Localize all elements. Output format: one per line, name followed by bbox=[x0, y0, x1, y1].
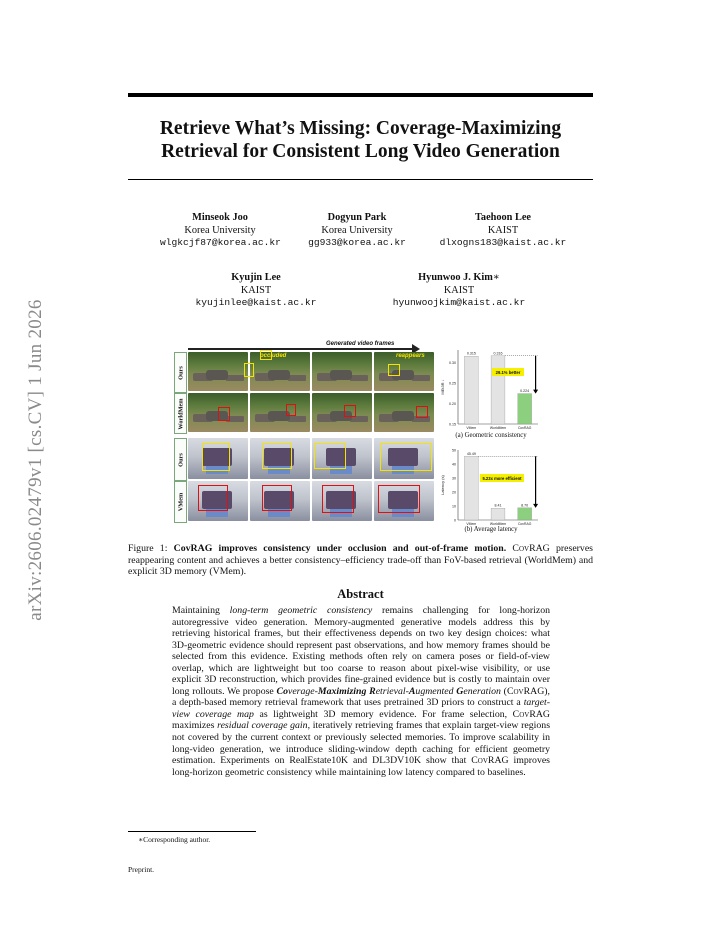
row-label-ours-2: Ours bbox=[174, 438, 187, 481]
author-name: Taehoon Lee bbox=[475, 212, 531, 223]
figure-1 bbox=[174, 342, 546, 538]
abstract-heading: Abstract bbox=[337, 587, 384, 601]
author-affiliation: Korea University bbox=[321, 224, 393, 236]
annotation-text: 29.1% better bbox=[495, 369, 521, 375]
author-affiliation: Korea University bbox=[184, 224, 256, 236]
author-2 bbox=[296, 212, 418, 250]
highlight-box bbox=[314, 443, 346, 469]
x-tick-label: WorldMem bbox=[489, 522, 507, 526]
highlight-box bbox=[260, 350, 272, 360]
highlight-box bbox=[244, 363, 254, 377]
bar bbox=[518, 508, 532, 520]
author-affiliation: KAIST bbox=[487, 224, 519, 236]
data-label: 0.224 bbox=[520, 389, 530, 394]
bar bbox=[491, 508, 505, 520]
subcaption-b: (b) Average latency bbox=[464, 526, 518, 533]
author-1 bbox=[160, 212, 280, 250]
arrow-down-icon bbox=[533, 390, 538, 394]
highlight-box bbox=[262, 485, 292, 511]
data-label: 8.41 bbox=[494, 503, 502, 508]
y-axis-label: MEt3R ↓ bbox=[440, 379, 445, 395]
author-name: Dogyun Park bbox=[327, 212, 387, 223]
author-5 bbox=[384, 272, 534, 310]
y-tick-label: 0.25 bbox=[449, 381, 456, 386]
highlight-box bbox=[198, 485, 228, 511]
highlight-box bbox=[322, 485, 354, 513]
chart-a-svg bbox=[438, 344, 544, 432]
bar bbox=[464, 456, 478, 520]
highlight-box bbox=[388, 364, 400, 376]
y-tick-label: 0.15 bbox=[449, 422, 456, 427]
y-tick-label: 50 bbox=[452, 448, 456, 453]
title-top-rule bbox=[128, 93, 593, 97]
abstract-body: Maintaining long-term geometric consistency remains challenging for long-horizon autoregressive video generation. Memory-augmented generative models address this by retrieving historical frames, but their effectiveness depends on two key design choices: what 3D-geometric evidence should represent past observations, and how memory frames should be selected from this evidence. Existing methods often rely on camera poses or field-of-view overlap, which are lightweight but too coarse to reason about pixel-wise visibility, or use explicit 3D reconstruction, which provides fine-grained evidence but is costly to maintain over long rollouts. We propose Coverage-Maximizing Retrieval-Augmented Generation (CovRAG), a depth-based memory retrieval framework that uses pretrained 3D priors to construct a target-view coverage map as lightweight 3D memory evidence. For frame selection, CovRAG maximizes residual coverage gain, iteratively retrieving frames that explain target-view regions not covered by the current context or previously selected memories. To improve scalability in long-video generation, we introduce sliding-window depth caching for efficient geometry estimation. Experiments on RealEstate10K and DL3DV10K show that CovRAG improves long-horizon geometric consistency while maintaining low latency compared to baselines. bbox=[172, 605, 551, 778]
chart-geometric-consistency bbox=[438, 344, 544, 442]
x-tick-label: VMem bbox=[466, 426, 477, 430]
footnote-rule bbox=[128, 831, 256, 832]
subcaption-a: (a) Geometric consistency bbox=[455, 432, 527, 439]
frame-ours-4 bbox=[374, 352, 434, 391]
occluded-tag: occluded bbox=[260, 353, 287, 359]
data-label: 45.49 bbox=[466, 451, 476, 456]
y-tick-label: 10 bbox=[452, 504, 456, 509]
author-3 bbox=[432, 212, 574, 250]
highlight-box bbox=[262, 443, 292, 469]
author-email[interactable]: hyunwoojkim@kaist.ac.kr bbox=[392, 297, 526, 308]
y-axis-label: Latency (s) bbox=[440, 475, 445, 495]
x-tick-label: CovRAG bbox=[517, 426, 532, 430]
arxiv-sidebar bbox=[22, 270, 50, 650]
x-tick-label: CovRAG bbox=[517, 522, 532, 526]
preprint-label: Preprint. bbox=[128, 865, 155, 874]
bar bbox=[491, 356, 505, 424]
frame-ours-2 bbox=[250, 352, 310, 391]
title-line-1: Retrieve What’s Missing: Coverage-Maximizing bbox=[159, 118, 562, 139]
data-label: 8.70 bbox=[521, 503, 529, 508]
bar bbox=[518, 394, 532, 424]
author-affiliation: KAIST bbox=[443, 284, 475, 296]
y-tick-label: 0.30 bbox=[449, 360, 456, 365]
highlight-box bbox=[378, 485, 420, 513]
author-mark: ∗ bbox=[492, 272, 500, 283]
row-label-worldmem: WorldMem bbox=[174, 393, 187, 434]
x-tick-label: VMem bbox=[466, 522, 477, 526]
data-label: 0.315 bbox=[466, 351, 476, 356]
author-email[interactable]: kyujinlee@kaist.ac.kr bbox=[195, 297, 317, 308]
timeline-arrow bbox=[188, 348, 412, 350]
generated-frames-label: Generated video frames bbox=[326, 341, 395, 347]
author-email[interactable]: dlxogns183@kaist.ac.kr bbox=[439, 237, 567, 248]
y-tick-label: 30 bbox=[452, 476, 456, 481]
highlight-box bbox=[218, 407, 230, 421]
highlight-box bbox=[202, 443, 230, 471]
title-line-2: Retrieval for Consistent Long Video Generation bbox=[161, 141, 560, 162]
caption-body: preserves reappearing content and achieves a better consistency–efficiency trade-off than FoV-based retrieval (WorldMem) and explicit 3D memory (VMem). bbox=[128, 543, 593, 578]
highlight-box bbox=[286, 404, 296, 416]
row-label-vmem: VMem bbox=[174, 481, 187, 523]
highlight-box bbox=[416, 406, 428, 418]
frame-ours-3 bbox=[312, 352, 372, 391]
author-name: Kyujin Lee bbox=[231, 272, 281, 283]
caption-label: Figure 1: bbox=[128, 543, 168, 554]
y-tick-label: 0 bbox=[454, 518, 456, 523]
annotation-text: 5.23x more efficient bbox=[482, 475, 522, 481]
author-4 bbox=[186, 272, 326, 310]
highlight-box bbox=[380, 443, 432, 471]
caption-bold: CovRAG improves consistency under occlusion and out-of-frame motion. bbox=[173, 543, 507, 554]
author-email[interactable]: wlgkcjf87@korea.ac.kr bbox=[160, 237, 281, 248]
title-bottom-rule bbox=[128, 179, 593, 180]
y-tick-label: 40 bbox=[452, 462, 456, 467]
footnote: ∗Corresponding author. bbox=[138, 835, 211, 844]
highlight-box bbox=[344, 405, 356, 417]
row-label-ours-1: Ours bbox=[174, 352, 187, 393]
y-tick-label: 20 bbox=[452, 490, 456, 495]
frame-worldmem-2 bbox=[250, 393, 310, 432]
author-affiliation: KAIST bbox=[240, 284, 272, 296]
author-name: Minseok Joo bbox=[192, 212, 248, 223]
caption-method-name: CovRAG bbox=[512, 543, 550, 554]
arxiv-id: arXiv:2606.02479v1 [cs.CV] 1 Jun 2026 bbox=[25, 299, 46, 621]
chart-b-svg bbox=[438, 444, 544, 528]
author-name: Hyunwoo J. Kim bbox=[418, 272, 493, 283]
reappears-tag: reappears bbox=[396, 353, 425, 359]
bar bbox=[464, 356, 478, 424]
figure-caption bbox=[128, 543, 593, 578]
chart-average-latency bbox=[438, 444, 544, 538]
x-tick-label: WorldMem bbox=[489, 426, 507, 430]
y-tick-label: 0.20 bbox=[449, 401, 456, 406]
paper-title bbox=[128, 117, 593, 163]
arrow-down-icon bbox=[533, 504, 538, 508]
data-label: 0.316 bbox=[493, 351, 503, 356]
author-email[interactable]: gg933@korea.ac.kr bbox=[308, 237, 406, 248]
frame-ours-1 bbox=[188, 352, 248, 391]
frame-worldmem-3 bbox=[312, 393, 372, 432]
